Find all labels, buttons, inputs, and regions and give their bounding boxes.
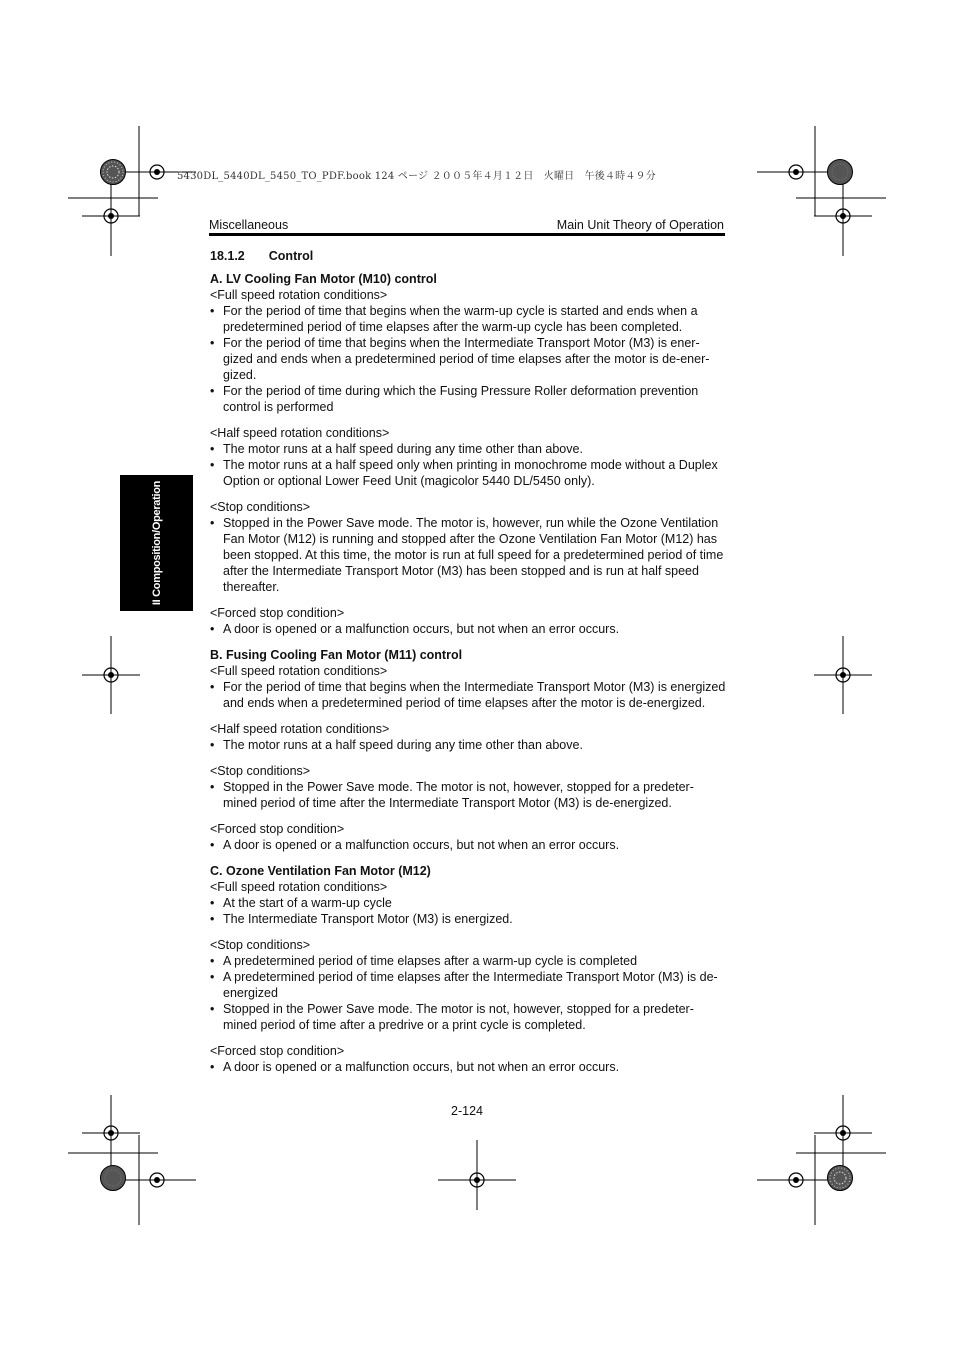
b-forced-label: <Forced stop condition>: [210, 822, 345, 836]
list-item: • For the period of time that begins when the warm-up cycle is started and ends when a predetermined period of time elapses after the warm-up cycle has been completed.: [210, 303, 726, 335]
subsection-c-title: C. Ozone Ventilation Fan Motor (M12): [210, 864, 431, 878]
b-half-list: [210, 737, 726, 753]
b-full-label: <Full speed rotation conditions>: [210, 664, 388, 678]
c-forced-list: [210, 1059, 726, 1075]
header-right: Main Unit Theory of Operation: [556, 218, 724, 232]
b-stop-list: [210, 779, 726, 811]
list-item: • For the period of time during which the Fusing Pressure Roller deformation prevention control is performed: [210, 383, 726, 415]
c-full-label: <Full speed rotation conditions>: [210, 880, 388, 894]
list-item: • For the period of time that begins when the Intermediate Transport Motor (M3) is ener-gized and ends when a predetermined period of time elapses after the motor is de-ener-gized.: [210, 335, 726, 383]
b-forced-list: [210, 837, 726, 853]
b-half-label: <Half speed rotation conditions>: [210, 722, 390, 736]
a-forced-list: [210, 621, 726, 637]
a-half-label: <Half speed rotation conditions>: [210, 426, 390, 440]
list-item: • A door is opened or a malfunction occurs, but not when an error occurs.: [210, 837, 726, 853]
list-item: • The Intermediate Transport Motor (M3) is energized.: [210, 911, 726, 927]
list-item: • A door is opened or a malfunction occurs, but not when an error occurs.: [210, 1059, 726, 1075]
list-item: • The motor runs at a half speed during any time other than above.: [210, 737, 726, 753]
a-forced-label: <Forced stop condition>: [210, 606, 345, 620]
subsection-b-title: B. Fusing Cooling Fan Motor (M11) control: [210, 648, 463, 662]
list-item: • Stopped in the Power Save mode. The motor is, however, run while the Ozone Ventilation Fan Motor (M12) is running and stopped after the Ozone Ventilation Fan Motor (M12) has been stopped. At this time, the motor is run at full speed for a predetermined period of time after the Intermediate Transport Motor (M3) has been stopped and is run at half speed thereafter.: [210, 515, 726, 595]
list-item: • A predetermined period of time elapses after the Intermediate Transport Motor (M3) is de-energized: [210, 969, 726, 1001]
a-stop-label: <Stop conditions>: [210, 500, 311, 514]
side-tab: [120, 475, 193, 611]
a-full-list: [210, 303, 726, 415]
list-item: • The motor runs at a half speed during any time other than above.: [210, 441, 726, 457]
section-heading: [210, 248, 726, 264]
header-left: Miscellaneous: [209, 218, 289, 232]
list-item: • The motor runs at a half speed only when printing in monochrome mode without a Duplex Option or optional Lower Feed Unit (magicolor 5440 DL/5450 only).: [210, 457, 726, 489]
page-number: 2-124: [451, 1104, 483, 1118]
c-stop-list: [210, 953, 726, 1033]
c-full-list: [210, 895, 726, 927]
list-item: • For the period of time that begins when the Intermediate Transport Motor (M3) is energized and ends when a predetermined period of time elapses after the motor is de-energized.: [210, 679, 726, 711]
print-info-line: 5430DL_5440DL_5450_TO_PDF.book 124 ページ ２００５年４月１２日 火曜日 午後４時４９分: [177, 171, 656, 182]
c-stop-label: <Stop conditions>: [210, 938, 311, 952]
list-item: • A door is opened or a malfunction occurs, but not when an error occurs.: [210, 621, 726, 637]
list-item: • Stopped in the Power Save mode. The motor is not, however, stopped for a predeter-mined period of time after a predrive or a print cycle is completed.: [210, 1001, 726, 1033]
list-item: • At the start of a warm-up cycle: [210, 895, 726, 911]
a-half-list: [210, 441, 726, 489]
header-rule: [209, 233, 725, 236]
subsection-a-title: A. LV Cooling Fan Motor (M10) control: [210, 272, 437, 286]
b-full-list: [210, 679, 726, 711]
b-stop-label: <Stop conditions>: [210, 764, 311, 778]
section-number: 18.1.2: [210, 249, 245, 263]
a-stop-list: [210, 515, 726, 595]
list-item: • Stopped in the Power Save mode. The motor is not, however, stopped for a predeter-mined period of time after the Intermediate Transport Motor (M3) is de-energized.: [210, 779, 726, 811]
section-title: Control: [268, 249, 314, 263]
page-content: [210, 248, 726, 1075]
list-item: • A predetermined period of time elapses after a warm-up cycle is completed: [210, 953, 726, 969]
side-tab-label: II Composition/Operation: [150, 480, 163, 606]
a-full-label: <Full speed rotation conditions>: [210, 288, 388, 302]
c-forced-label: <Forced stop condition>: [210, 1044, 345, 1058]
